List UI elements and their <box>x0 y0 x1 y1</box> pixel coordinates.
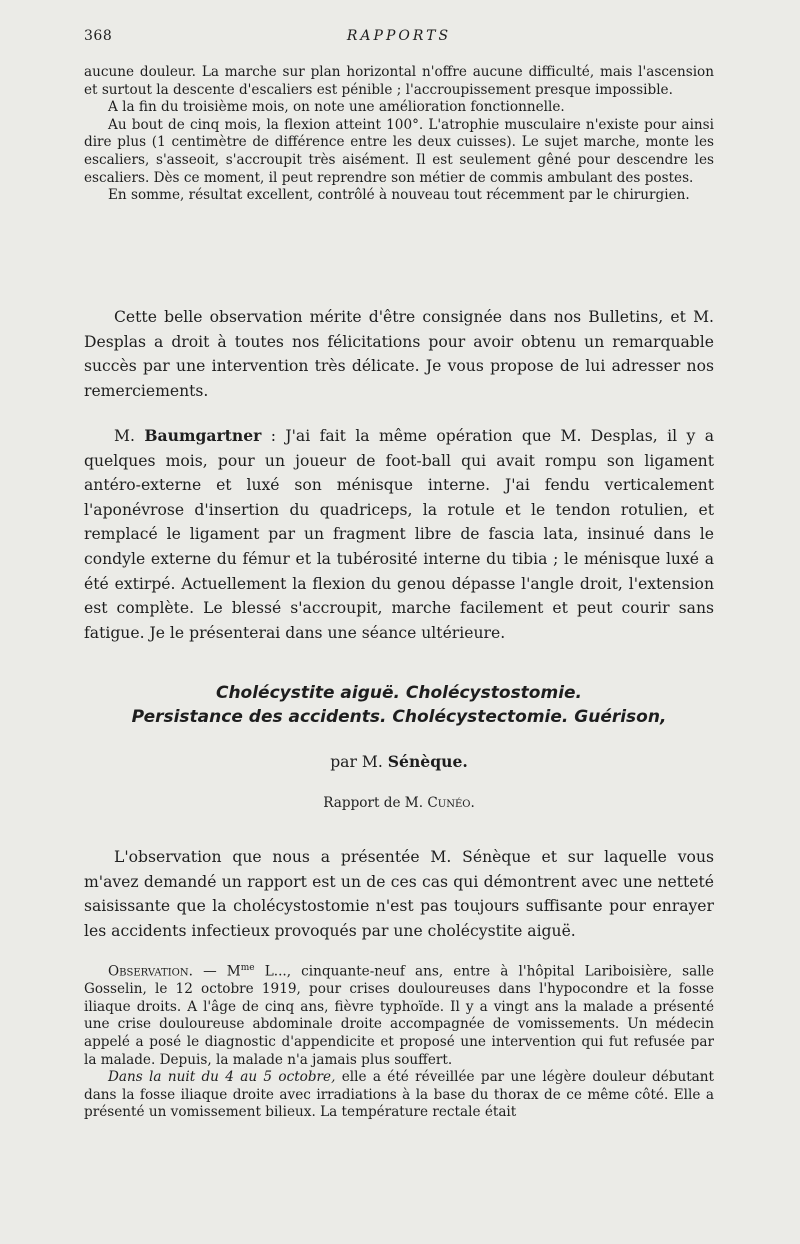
observation-text: Observation. — $M^{me}$ L..., cinquante-neuf ans, entre à l'hôpital Lariboisière, salle Gosselin, le 12 octobre 1919, pour crises douloureuses dans l'hypocondre et la fosse iliaque droits. A l'âge de cinq ans, fièvre typhoïde. Il y a vingt ans la malade a présenté une crise douloureuse abdominale droite accompagnée de vomissements. Un médecin appelé a posé le diagnostic d'appendicite et proposé une intervention qui fut refusée par la malade. Depuis, la malade n'a jamais plus souffert. Dans la nuit du 4 au 5 octobre, elle a été réveillée par une légère douleur débutant dans la fosse iliaque droite avec irradiations à la base du thorax de ce même côté. Elle a présenté un vomissement bilieux. La température rectale était <box>84 963 714 1121</box>
page-number: 368 <box>84 28 113 44</box>
title-line-2: Persistance des accidents. Cholécystectomie. Guérison, <box>131 707 667 727</box>
title-line-1: Cholécystite aiguë. Cholécystostomie. <box>215 683 583 703</box>
conclusion-paragraph: Cette belle observation mérite d'être consignée dans nos Bulletins, et M. Desplas a droit à toutes nos félicitations pour avoir obtenu un remarquable succès par une intervention très délicate. Je vous propose de lui adresser nos remerciements. <box>84 308 714 400</box>
running-title: RAPPORTS <box>346 28 452 44</box>
baumgartner-remark <box>84 424 714 645</box>
reporter-name: Cunéo. <box>427 795 475 811</box>
paragraph: Au bout de cinq mois, la flexion atteint 100°. L'atrophie musculaire n'existe pour ainsi dire plus (1 centimètre de différence entre les deux cuisses). Le sujet marche, monte les escaliers, s'asseoit, s'accroupit très aisément. Il est seulement gêné pour descendre les escaliers. Dès ce moment, il peut reprendre son métier de commis ambulant des postes. <box>84 116 714 186</box>
date-phrase: Dans la nuit du 4 au 5 octobre, <box>108 1069 336 1086</box>
page-header <box>84 28 714 48</box>
paragraph: aucune douleur. La marche sur plan horizontal n'offre aucune difficulté, mais l'ascension et surtout la descente d'escaliers est pénible ; l'accroupissement presque impossible. <box>84 64 714 98</box>
paragraph: A la fin du troisième mois, on note une amélioration fonctionnelle. <box>108 99 565 116</box>
case-followup-text <box>84 64 714 205</box>
author-name: Sénèque. <box>387 752 468 771</box>
article-author: par M. Sénèque. <box>330 752 468 771</box>
observation-label: Observation. <box>108 963 193 980</box>
article-title <box>84 681 714 729</box>
speaker-prefix: M. <box>114 427 145 445</box>
paragraph: En somme, résultat excellent, contrôlé à nouveau tout récemment par le chirurgien. <box>108 187 690 204</box>
report-byline: Rapport de M. Cunéo. <box>323 795 475 811</box>
remark-text: : J'ai fait la même opération que M. Desplas, il y a quelques mois, pour un joueur de foot-ball qui avait rompu son ligament antéro-externe et luxé son ménisque interne. J'ai fendu verticalement l'aponévrose d'insertion du quadriceps, la rotule et le tendon rotulien, et remplacé le ligament par un fragment libre de fascia lata, insinué dans le condyle externe du fémur et la tubérosité interne du tibia ; le ménisque luxé a été extirpé. Actuellement la flexion du genou dépasse l'angle droit, l'extension est complète. Le blessé s'accroupit, marche facilement et peut courir sans fatigue. Je le présenterai dans une séance ultérieure. <box>84 427 714 642</box>
speaker-name: Baumgartner <box>144 426 262 445</box>
intro-paragraph: L'observation que nous a présentée M. Sénèque et sur laquelle vous m'avez demandé un rapport est un de ces cas qui démontrent avec une netteté saisissante que la cholécystostomie n'est pas toujours suffisante pour enrayer les accidents infectieux provoqués par une cholécystite aiguë. <box>84 848 714 940</box>
